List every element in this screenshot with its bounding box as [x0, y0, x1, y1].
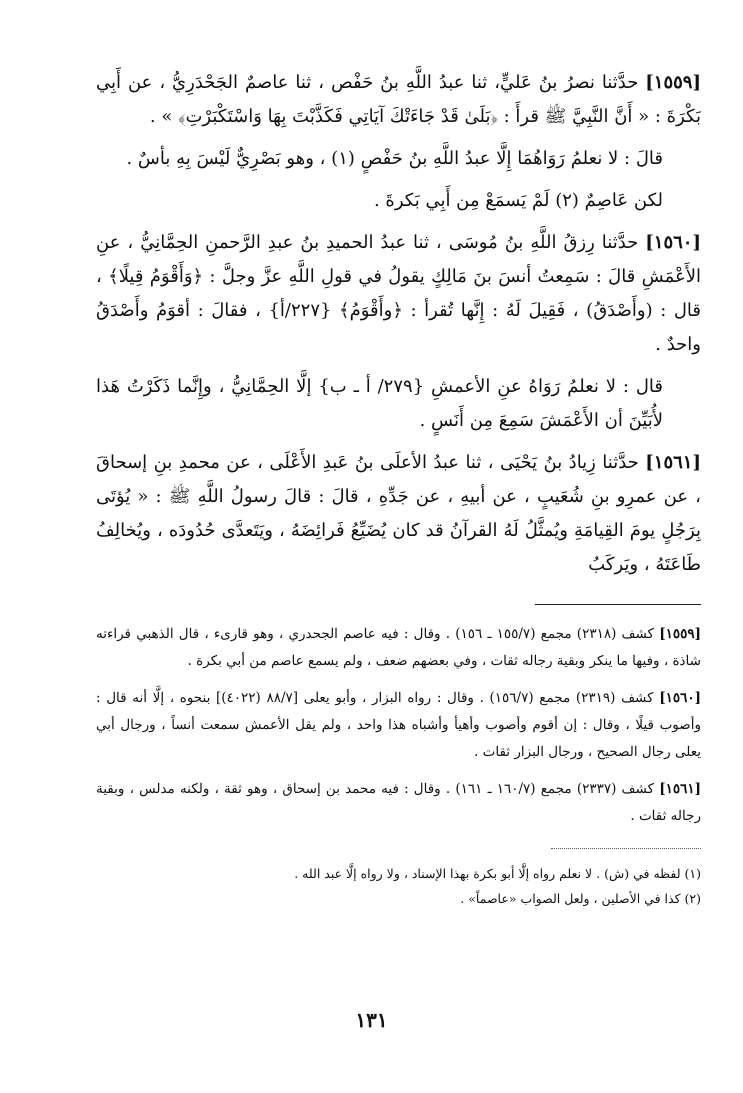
hadith-number: [١٥٦٠]: [645, 232, 701, 253]
note-text: كشف (٢٣٣٧) مجمع (١٦٠/٧ ـ ١٦١) . وقال : فيه محمد بن إسحاق ، وهو ثقة ، ولكنه مدلس ، وبقية رجاله ثقات .: [96, 781, 701, 824]
hadith-text: حدَّثنا رِزقُ اللَّهِ بنُ مُوسَى ، ثنا عبدُ الحميدِ بنُ عبدِ الرَّحمنِ الحِمَّانِيُّ ، عنِ الأَعْمَشِ قالَ : سَمِعتُ أنسَ بنَ مَالِكٍ يقولُ في قولِ اللَّهِ عزَّ وجلَّ : ﴿وَأَقْوَمُ قِيلًا﴾ ، قال : (وأَصْدَقُ) ، فَقِيلَ لَهُ : إِنَّها تُقرأ : ﴿وأَقْوَمُ﴾ {٢٢٧/أ} ، فقالَ : أقوَمُ وأَصْدَقُ واحدٌ .: [96, 232, 701, 355]
hadith-number: [١٥٥٩]: [645, 72, 701, 93]
hadith-comment: قال : لا نعلمُ رَوَاهُ عنِ الأعمشِ {٢٧٩/ أ ـ ب} إلَّا الحِمَّانِيُّ ، وإِنَّما ذَكَرْتُ هَذا لأُبَيِّنَ أن الأَعْمَشَ سَمِعَ مِن أَنَسٍ .: [96, 376, 663, 431]
notes-divider: [535, 604, 701, 605]
note-text: كشف (٢٣١٨) مجمع (١٥٥/٧ ـ ١٥٦) . وقال : فيه عاصم الجحدري ، وهو قارىء ، قال الذهبي قراءته شاذة ، وفيها ما ينكر وبقية رجاله ثقات ، وفي بعضهم ضعف ، ولم يسمع عاصم من أبي بكرة .: [96, 626, 701, 669]
hadith-comment: لكن عَاصِمٌ (٢) لَمْ يَسمَعْ مِن أَبِي بَكرةَ .: [373, 190, 663, 211]
note-1559: [96, 621, 701, 675]
footnotes: [96, 861, 701, 911]
hadith-text: حدَّثنا زِيادُ بنُ يَحْيَى ، ثنا عبدُ الأعلَى بنُ عَبدِ الأَعْلَى ، عن محمدِ بنِ إسحاقَ ، عن عمرِو بنِ شُعَيبٍ ، عن أبيهِ ، عن جَدِّهِ ، قالَ : قالَ رسولُ اللَّهِ ﷺ : « يُؤتَى بِرَجُلٍ يومَ القِيامَةِ ويُمثَّلُ لَهُ القرآنُ قد كان يُضَيِّعُ فَرائِضَهُ ، ويَتَعدَّى حُدُودَه ، ويُخالِفُ طَاعَتَهُ ، ويَركَبُ: [96, 452, 701, 575]
hadith-text: حدَّثنا نصرُ بنُ عَليٍّ، ثنا عبدُ اللَّهِ بنُ حَفْص ، ثنا عاصمٌ الجَحْدَرِيُّ ، عن أَبِي بَكْرَةَ : « أَنَّ النَّبِيَّ ﷺ قرأَ : ﴿بَلَىٰ قَدْ جَاءَتْكَ آيَاتِي فَكَذَّبْتَ بِهَا وَاسْتَكْبَرْتِ﴾ » .: [96, 72, 701, 127]
footnote-1: (١) لفظه في (ش) . لا نعلم رواه إلَّا أبو بكرة بهذا الإسناد ، ولا رواه إلَّا عبد الله .: [294, 866, 701, 881]
footnote-divider: [551, 848, 701, 849]
note-text: كشف (٢٣١٩) مجمع (١٥٦/٧) . وقال : رواه البزار ، وأبو يعلى [٨٨/٧ (٤٠٢٢)] بنحوه ، إلَّا أنه قال : وأصوب قيلًا ، وقال : إن أقوم وأصوب وأهيأ وأشباه هذا واحد ، ولم يقل الأعمش سمعت أنساً ، ورجال أبي يعلى رجال الصحيح ، ورجال البزار ثقات .: [96, 690, 701, 760]
page-number: ١٣١: [355, 1008, 388, 1032]
book-page: [96, 66, 701, 911]
note-1560: [96, 685, 701, 766]
hadith-1561: [96, 446, 701, 582]
note-number: [١٥٥٩]: [659, 626, 701, 642]
note-1561: [96, 776, 701, 830]
note-number: [١٥٦٠]: [659, 690, 701, 706]
hadith-1560: [96, 226, 701, 362]
footnote-2: (٢) كذا في الأصلين ، ولعل الصواب «عاصماً» .: [460, 891, 701, 906]
hadith-number: [١٥٦١]: [645, 452, 701, 473]
hadith-comment: قالَ : لا نعلمُ رَوَاهُمَا إِلَّا عبدُ اللَّهِ بنُ حَفْصٍ (١) ، وهو بَصْرِيٌّ لَيْسَ بِهِ بأسٌ .: [126, 148, 663, 169]
note-number: [١٥٦١]: [659, 781, 701, 797]
takhrij-notes: [96, 621, 701, 830]
hadith-1559: [96, 66, 701, 134]
main-text: [96, 66, 701, 582]
